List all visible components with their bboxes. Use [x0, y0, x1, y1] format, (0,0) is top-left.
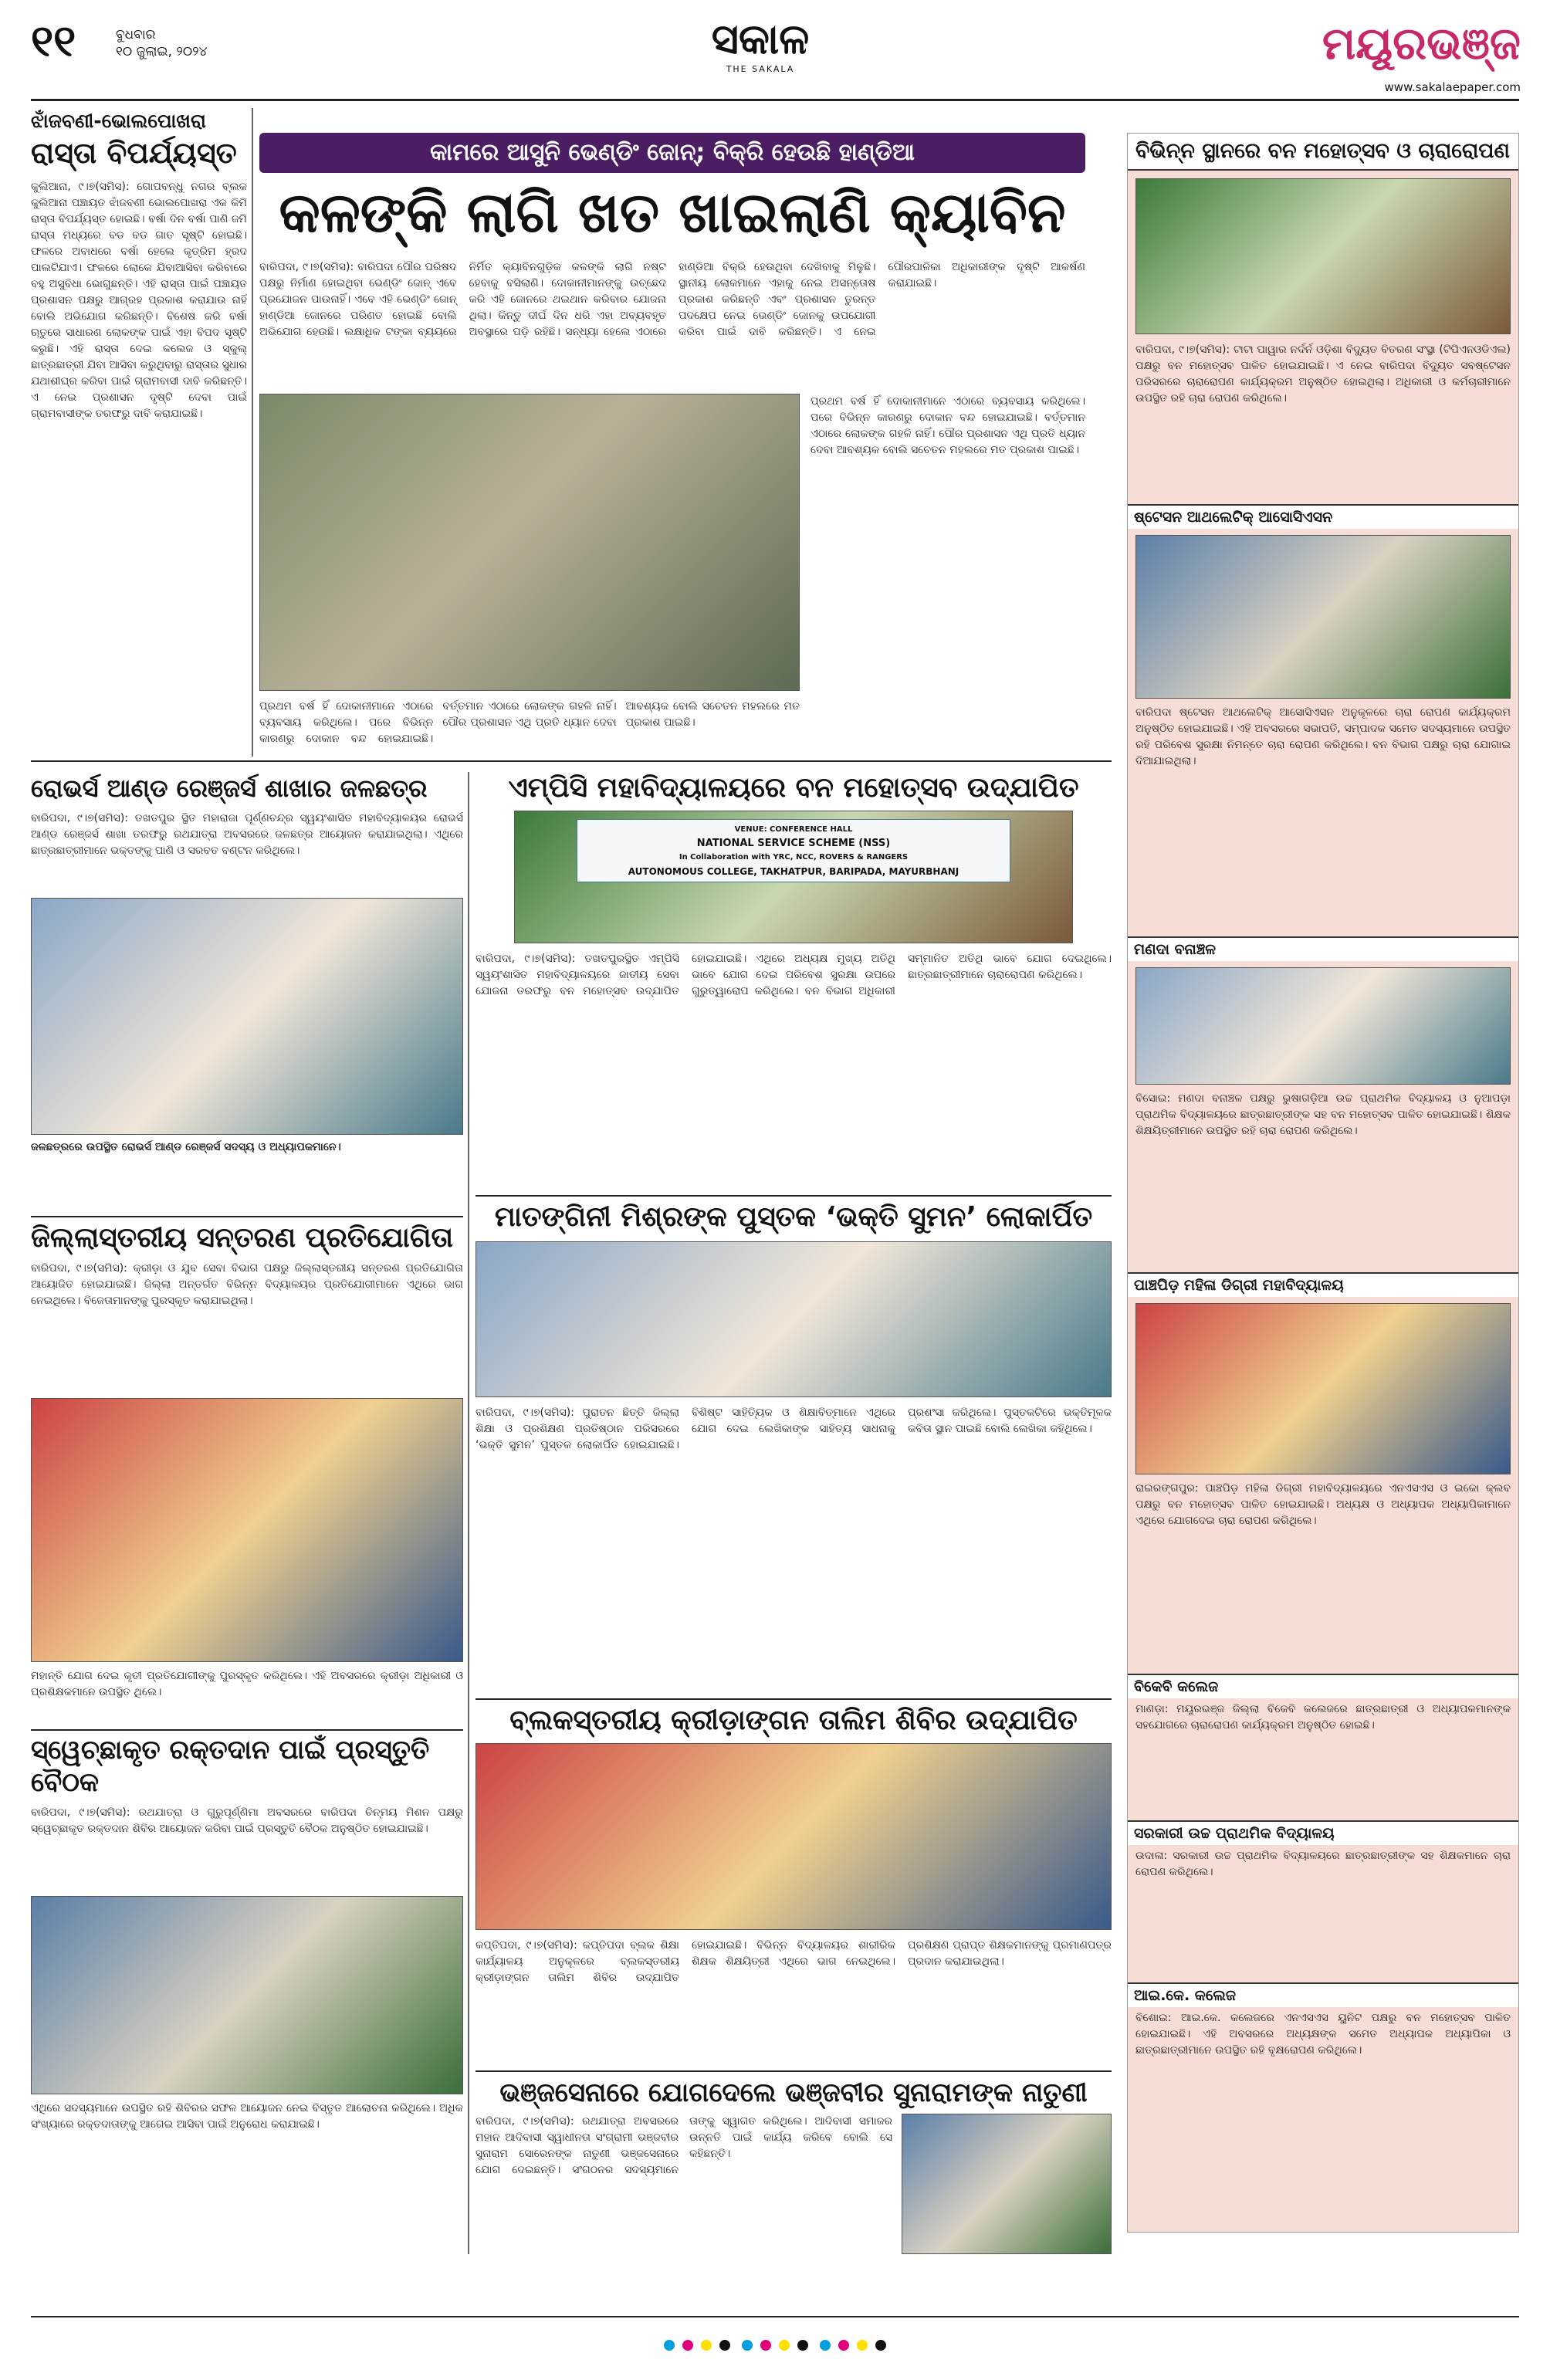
swimming-story — [31, 1222, 463, 1728]
lead-photo — [259, 394, 800, 691]
column-divider — [252, 108, 253, 757]
footer-rule — [31, 2316, 1519, 2317]
lead-kicker: କାମରେ ଆସୁନି ଭେଣ୍ଡିଂ ଜୋନ୍; ବିକ୍ରି ହେଉଛି ହାଣ୍ଡିଆ — [259, 133, 1085, 173]
page-number: ୧୧ — [31, 15, 76, 66]
book-story — [475, 1201, 1112, 1695]
section-rule-left-1 — [31, 1216, 463, 1217]
section-rule-mid-3 — [475, 2070, 1112, 2072]
mpc-headline: ଏମ୍‌ପିସି ମହାବିଦ୍ୟାଳୟରେ ବନ ମହୋତ୍ସବ ଉଦ୍‌ଯାପିତ — [508, 772, 1079, 804]
mpc-photo — [514, 811, 1073, 943]
book-body: ବାରିପଦା, ୯।୭(ସମିସ): ପୁରାତନ ଛିତ୍ତି ଜିଲ୍ଲା ଶିକ୍ଷା ଓ ପ୍ରଶିକ୍ଷଣ ପ୍ରତିଷ୍ଠାନ ପରିସରରେ ‘ଭକ୍ତି ସୁମନ’ ପୁସ୍ତକ ଲୋକାର୍ପିତ ହୋଇଯାଇଛି। ବିଶିଷ୍ଟ ସାହିତ୍ୟିକ ଓ ଶିକ୍ଷାବିତ୍‌ମାନେ ଏଥିରେ ଯୋଗ ଦେଇ ଲେଖିକାଙ୍କ ସାହିତ୍ୟ ସାଧନାକୁ ପ୍ରଶଂସା କରିଥିଲେ। ପୁସ୍ତକଟିରେ ଭକ୍ତିମୂଳକ କବିତା ସ୍ଥାନ ପାଇଛି ବୋଲି ଲେଖିକା କହିଥିଲେ। — [475, 1407, 1112, 1451]
right-body-6: ଉଦାଳା: ସରକାରୀ ଉଚ୍ଚ ପ୍ରାଥମିକ ବିଦ୍ୟାଳୟରେ ଛାତ୍ରଛାତ୍ରୀଙ୍କ ସହ ଶିକ୍ଷକମାନେ ଚାରା ରୋପଣ କରିଥିଲେ। — [1135, 1850, 1511, 1878]
right-subhead-1: ଷ୍ଟେସନ ଆଥଲେଟିକ୍ ଆସୋସିଏସନ — [1128, 504, 1518, 529]
camp-body: କପ୍ତିପଦା, ୯।୭(ସମିସ): କପ୍ତିପଦା ବ୍ଲକ ଶିକ୍ଷା କାର୍ଯ୍ୟାଳୟ ଅନୁକୂଳରେ ବ୍ଲକସ୍ତରୀୟ କ୍ରୀଡ଼ାଙ୍ଗନ ତାଲିମ ଶିବିର ଉଦ୍‌ଯାପିତ ହୋଇଯାଇଛି। ବିଭିନ୍ନ ବିଦ୍ୟାଳୟର ଶାରୀରିକ ଶିକ୍ଷକ ଶିକ୍ଷୟିତ୍ରୀ ଏଥିରେ ଭାଗ ନେଇଥିଲେ। ପ୍ରଶିକ୍ଷଣ ପ୍ରାପ୍ତ ଶିକ୍ଷକମାନଙ୍କୁ ପ୍ରମାଣପତ୍ର ପ୍ରଦାନ କରାଯାଇଥିଲା। — [475, 1939, 1112, 1984]
lead-photo-caption: ପ୍ରଥମ ବର୍ଷ ହିଁ ଦୋକାନୀମାନେ ଏଠାରେ ବ୍ୟବସାୟ କରିଥିଲେ। ପରେ ବିଭିନ୍ନ କାରଣରୁ ଦୋକାନ ବନ୍ଦ ହୋଇଯାଇଛି। ବର୍ତ୍ତମାନ ଏଠାରେ ଲୋକଙ୍କ ଗହଳି ନାହିଁ। ପୌର ପ୍ରଶାସନ ଏଥି ପ୍ରତି ଧ୍ୟାନ ଦେବା ଆବଶ୍ୟକ ବୋଲି ସଚେତନ ମହଲରେ ମତ ପ୍ରକାଶ ପାଇଛି। — [259, 700, 800, 745]
right-body-7: ବିଶୋଇ: ଆଇ.କେ. କଲେଜରେ ଏନଏସଏସ ୟୁନିଟ ପକ୍ଷରୁ ବନ ମହୋତ୍ସବ ପାଳିତ ହୋଇଯାଇଛି। ଏହି ଅବସରରେ ଅଧ୍ୟକ୍ଷଙ୍କ ସମେତ ଅଧ୍ୟାପକ ଅଧ୍ୟାପିକା ଓ ଛାତ୍ରଛାତ୍ରୀମାନେ ଉପସ୍ଥିତ ରହି ବୃକ୍ଷରୋପଣ କରିଥିଲେ। — [1135, 2012, 1511, 2057]
paper-sub: THE SAKALA — [726, 64, 795, 74]
left-top-story — [31, 108, 247, 757]
masthead-date-text: ୧୦ ଜୁଲାଇ, ୨୦୨୪ — [116, 44, 208, 59]
paper-logo — [664, 14, 857, 76]
print-color-bar — [31, 2339, 1519, 2358]
mpc-banner-nss: NATIONAL SERVICE SCHEME (NSS) — [696, 838, 891, 849]
bhanja-photo — [902, 2114, 1112, 2254]
right-body-3: ବିସୋଇ: ମଣଦା ବନାଞ୍ଚଳ ପକ୍ଷରୁ ଭୁଷାଗଡ଼ିଆ ଉଚ୍ଚ ପ୍ରାଥମିକ ବିଦ୍ୟାଳୟ ଓ ନୁଆପଡ଼ା ପ୍ରାଥମିକ ବିଦ୍ୟାଳୟରେ ଛାତ୍ରଛାତ୍ରୀଙ୍କ ସହ ବନ ମହୋତ୍ସବ ପାଳିତ ହୋଇଯାଇଛି। ଶିକ୍ଷକ ଶିକ୍ଷୟିତ୍ରୀମାନେ ଉପସ୍ଥିତ ରହି ଚାରା ରୋପଣ କରିଥିଲେ। — [1135, 1092, 1511, 1137]
right-subhead-4: ବିକେବି କଲେଜ — [1128, 1674, 1518, 1698]
masthead-day: ବୁଧବାର — [116, 27, 156, 42]
district-name: ମୟୂରଭଞ୍ଜ — [1322, 17, 1521, 69]
left-top-headline-2: ରାସ୍ତା ବିପର୍ଯ୍ୟସ୍ତ — [31, 136, 237, 170]
mpc-banner-college: AUTONOMOUS COLLEGE, TAKHATPUR, BARIPADA, MAYURBHANJ — [628, 866, 959, 877]
right-subhead-3: ପାଞ୍ଚପିଡ଼ ମହିଳା ଡିଗ୍ରୀ ମହାବିଦ୍ୟାଳୟ — [1128, 1272, 1518, 1297]
camp-headline: ବ୍ଲକସ୍ତରୀୟ କ୍ରୀଡ଼ାଙ୍ଗନ ତାଲିମ ଶିବିର ଉଦ୍‌ଯାପିତ — [509, 1705, 1078, 1736]
right-body-4: ରାଇରଙ୍ଗପୁର: ପାଞ୍ଚପିଡ଼ ମହିଳା ଡିଗ୍ରୀ ମହାବିଦ୍ୟାଳୟରେ ଏନଏସଏସ ଓ ଇକୋ କ୍ଲବ ପକ୍ଷରୁ ବନ ମହୋତ୍ସବ ପାଳିତ ହୋଇଯାଇଛି। ଅଧ୍ୟକ୍ଷ ଓ ଅଧ୍ୟାପକ ଅଧ୍ୟାପିକାମାନେ ଏଥିରେ ଯୋଗଦେଇ ଚାରା ରୋପଣ କରିଥିଲେ। — [1135, 1482, 1511, 1527]
column-divider-2 — [468, 772, 469, 2254]
swimming-photo — [31, 1398, 463, 1662]
right-body-2: ବାରିପଦା ଷ୍ଟେସନ ଆଥଲେଟିକ୍ ଆସୋସିଏସନ ଅନୁକୂଳରେ ଚାରା ରୋପଣ କାର୍ଯ୍ୟକ୍ରମ ଅନୁଷ୍ଠିତ ହୋଇଯାଇଛି। ଏହି ଅବସରରେ ସଭାପତି, ସମ୍ପାଦକ ସମେତ ସଦସ୍ୟମାନେ ଉପସ୍ଥିତ ରହି ପରିବେଶ ସୁରକ୍ଷା ନିମନ୍ତେ ଚାରା ରୋପଣ କରିଥିଲେ। ବନ ବିଭାଗ ପକ୍ଷରୁ ଚାରା ଯୋଗାଇ ଦିଆଯାଇଥିଲା। — [1135, 706, 1511, 767]
masthead-rule — [31, 99, 1519, 101]
left-top-headline-1: ଝାଁଜବଣୀ-ଭୋଲପୋଖରା — [31, 110, 206, 132]
mpc-body: ବାରିପଦା, ୯।୭(ସମିସ): ତଖତପୁରସ୍ଥିତ ଏମ୍‌ପିସି ସ୍ୱୟଂଶାସିତ ମହାବିଦ୍ୟାଳୟରେ ଜାତୀୟ ସେବା ଯୋଜନା ତରଫରୁ ବନ ମହୋତ୍ସବ ଉଦ୍‌ଯାପିତ ହୋଇଯାଇଛି। ଏଥିରେ ଅଧ୍ୟକ୍ଷ ମୁଖ୍ୟ ଅତିଥି ଭାବେ ଯୋଗ ଦେଇ ପରିବେଶ ସୁରକ୍ଷା ଉପରେ ଗୁରୁତ୍ୱାରୋପ କରିଥିଲେ। ବନ ବିଭାଗ ଅଧିକାରୀ ସମ୍ମାନିତ ଅତିଥି ଭାବେ ଯୋଗ ଦେଇଥିଲେ। ଛାତ୍ରଛାତ୍ରୀମାନେ ଚାରାରୋପଣ କରିଥିଲେ। — [475, 953, 1112, 997]
lead-body: ବାରିପଦା, ୯।୭(ସମିସ): ବାରିପଦା ପୌର ପରିଷଦ ପକ୍ଷରୁ ନିର୍ମାଣ ହୋଇଥିବା ଭେଣ୍ଡିଂ ଜୋନ୍ ଏବେ ପ୍ରଯୋଜନ ପାଉନାହିଁ। ଏବେ ଏହି ଭେଣ୍ଡିଂ ଜୋନ୍ ହାଣ୍ଡିଆ ଜୋନରେ ପରିଣତ ହୋଇଛି ବୋଲି ଅଭିଯୋଗ ହେଉଛି। ଲକ୍ଷାଧିକ ଟଙ୍କା ବ୍ୟୟରେ ନିର୍ମିତ କ୍ୟାବିନଗୁଡ଼ିକ କଳଙ୍କି ଲାଗି ନଷ୍ଟ ହେବାକୁ ବସିଲାଣି। ଦୋକାନୀମାନଙ୍କୁ ଉଚ୍ଛେଦ କରି ଏହି ଜୋନରେ ଥଇଥାନ କରିବାର ଯୋଜନା ଥିଲା। କିନ୍ତୁ ଦୀର୍ଘ ଦିନ ଧରି ଏହା ଅବ୍ୟବହୃତ ଅବସ୍ଥାରେ ପଡ଼ି ରହିଛି। ସନ୍ଧ୍ୟା ହେଲେ ଏଠାରେ ହାଣ୍ଡିଆ ବିକ୍ରି ହେଉଥିବା ଦେଖିବାକୁ ମିଳୁଛି। ସ୍ଥାନୀୟ ଲୋକମାନେ ଏହାକୁ ନେଇ ଅସନ୍ତୋଷ ପ୍ରକାଶ କରିଛନ୍ତି ଏବଂ ପ୍ରଶାସନ ତୁରନ୍ତ ପଦକ୍ଷେପ ନେଇ ଭେଣ୍ଡିଂ ଜୋନକୁ ଉପଯୋଗୀ କରିବା ପାଇଁ ଦାବି କରିଛନ୍ତି। ଏ ନେଇ ପୌରପାଳିକା ଅଧିକାରୀଙ୍କ ଦୃଷ୍ଟି ଆକର୍ଷଣ କରାଯାଇଛି। — [259, 261, 1085, 338]
swimming-headline: ଜିଲ୍ଲାସ୍ତରୀୟ ସନ୍ତରଣ ପ୍ରତିଯୋଗିତା — [31, 1222, 454, 1254]
mpc-banner-venue: VENUE: CONFERENCE HALL — [734, 825, 853, 834]
camp-story — [475, 1705, 1112, 2067]
section-rule-mid-1 — [475, 1195, 1112, 1197]
rovers-photo — [31, 898, 463, 1135]
right-photo-4 — [1135, 1303, 1511, 1474]
swimming-body: ବାରିପଦା, ୯।୭(ସମିସ): କ୍ରୀଡ଼ା ଓ ଯୁବ ସେବା ବିଭାଗ ପକ୍ଷରୁ ଜିଲ୍ଲାସ୍ତରୀୟ ସନ୍ତରଣ ପ୍ରତିଯୋଗିତା ଆୟୋଜିତ ହୋଇଯାଇଛି। ଜିଲ୍ଲା ଅନ୍ତର୍ଗତ ବିଭିନ୍ନ ବିଦ୍ୟାଳୟର ପ୍ରତିଯୋଗୀମାନେ ଏଥିରେ ଭାଗ ନେଇଥିଲେ। ବିଜେତାମାନଙ୍କୁ ପୁରସ୍କୃତ କରାଯାଇଥିଲା। — [31, 1262, 463, 1307]
right-subhead-5: ସରକାରୀ ଉଚ୍ଚ ପ୍ରାଥମିକ ବିଦ୍ୟାଳୟ — [1128, 1820, 1518, 1845]
right-photo-3 — [1135, 967, 1511, 1085]
right-column — [1127, 133, 1519, 2233]
section-rule-mid-2 — [475, 1698, 1112, 1700]
rovers-headline: ରୋଭର୍ସ ଆଣ୍ଡ ରେଞ୍ଜର୍ସ ଶାଖାର ଜଳଛତ୍ର — [31, 774, 428, 803]
left-top-body: କୁଲିଆନା, ୯।୭(ସମିସ): ଗୋପବନ୍ଧୁ ନଗର ବ୍ଲକ କୁଲିଆନା ପଞ୍ଚାୟତ ଝାଁଜବଣୀ ଭୋଲପୋଖରା ଏକ କିମି ରାସ୍ତା ବିପର୍ଯ୍ୟସ୍ତ ହୋଇଛି। ବର୍ଷା ଦିନ ବର୍ଷା ପାଣି ଜମି ରାସ୍ତା ମଧ୍ୟରେ ବଡ ବଡ ଗାତ ସୃଷ୍ଟି ହୋଇଛି। ଫଳରେ ଅବାଧରେ ବର୍ଷା ହେଲେ କୃତ୍ରିମ ହ୍ରଦ ପାଲଟିଯାଏ। ଫଳରେ ଲୋକେ ଯିବାଆସିବା କରିବାରେ ବହୁ ଅସୁବିଧା ଭୋଗୁଛନ୍ତି। ଏହି ରାସ୍ତା ପାଇଁ ପଞ୍ଚାୟତ ପ୍ରଶାସନ ପକ୍ଷରୁ ଆଗ୍ରହ ପ୍ରକାଶ କରାଯାଉ ନାହିଁ ବୋଲି ଅଭିଯୋଗ କରିଛନ୍ତି। ବିଶେଷ କରି ବର୍ଷା ଋତୁରେ ସାଧାରଣ ଲୋକଙ୍କ ପାଇଁ ଏହା ବିପଦ ସୃଷ୍ଟି କରୁଛି। ଏହି ରାସ୍ତା ଦେଇ କଲେଜ ଓ ସ୍କୁଲ୍ ଛାତ୍ରଛାତ୍ରୀ ଯିବା ଆସିବା କରୁଥିବାରୁ ରାସ୍ତାର ସୁଧାର ଯଥାଶୀଘ୍ର କରିବା ପାଇଁ ଗ୍ରାମବାସୀ ଦାବି କରିଛନ୍ତି। ଏ ନେଇ ପ୍ରଶାସନ ଦୃଷ୍ଟି ଦେବା ପାଇଁ ଗ୍ରାମବାସୀଙ୍କ ତରଫରୁ ଦାବି କରାଯାଇଛି। — [31, 181, 247, 420]
blood-photo — [31, 1896, 463, 2094]
blood-body: ବାରିପଦା, ୯।୭(ସମିସ): ରଥଯାତ୍ରା ଓ ଗୁରୁପୂର୍ଣ୍ଣିମା ଅବସରରେ ବାରିପଦା ଚିନ୍ମୟ ମିଶନ ପକ୍ଷରୁ ସ୍ୱେଚ୍ଛାକୃତ ରକ୍ତଦାନ ଶିବିର ଆୟୋଜନ କରିବା ପାଇଁ ପ୍ରସ୍ତୁତି ବୈଠକ ଅନୁଷ୍ଠିତ ହୋଇଯାଇଛି। — [31, 1806, 463, 1835]
bhanja-story — [475, 2077, 1112, 2259]
right-subhead-2: ମଣଦା ବନାଞ୍ଚଳ — [1128, 936, 1518, 961]
rovers-caption: ଜଳଛତ୍ରରେ ଉପସ୍ଥିତ ରୋଭର୍ସ ଆଣ୍ଡ ରେଞ୍ଜର୍ସ ସଦସ୍ୟ ଓ ଅଧ୍ୟାପକମାନେ। — [31, 1141, 341, 1153]
rovers-story — [31, 772, 463, 1216]
book-photo — [475, 1241, 1112, 1397]
right-photo-1 — [1135, 178, 1511, 334]
blood-story — [31, 1734, 463, 2259]
mpc-banner-collab: In Collaboration with YRC, NCC, ROVERS & RANGERS — [679, 853, 909, 862]
right-body-5: ମାଣଡ଼ା: ମୟୂରଭଞ୍ଜ ଜିଲ୍ଲା ବିକେବି କଲେଜରେ ଛାତ୍ରଛାତ୍ରୀ ଓ ଅଧ୍ୟାପକମାନଙ୍କ ସହଯୋଗରେ ଚାରାରୋପଣ କାର୍ଯ୍ୟକ୍ରମ ଅନୁଷ୍ଠିତ ହୋଇଛି। — [1135, 1703, 1511, 1732]
rovers-body: ବାରିପଦା, ୯।୭(ସମିସ): ତଖତପୁର ସ୍ଥିତ ମହାରାଜା ପୂର୍ଣ୍ଣଚନ୍ଦ୍ର ସ୍ୱୟଂଶାସିତ ମହାବିଦ୍ୟାଳୟର ରୋଭର୍ସ ଆଣ୍ଡ ରେଞ୍ଜର୍ସ ଶାଖା ତରଫରୁ ରଥଯାତ୍ରା ଅବସରରେ ଜଳଛତ୍ର ଆୟୋଜନ କରାଯାଇଥିଲା। ଏଥିରେ ଛାତ୍ରଛାତ୍ରୀମାନେ ଭକ୍ତଙ୍କୁ ପାଣି ଓ ସରବତ ବଣ୍ଟନ କରିଥିଲେ। — [31, 812, 463, 857]
right-top-headline: ବିଭିନ୍ନ ସ୍ଥାନରେ ବନ ମହୋତ୍ସବ ଓ ଚାରାରୋପଣ — [1128, 134, 1518, 171]
mpc-story — [475, 772, 1112, 1193]
bhanja-headline: ଭଞ୍ଜସେନାରେ ଯୋଗଦେଲେ ଭଞ୍ଜବୀର ସୁନାରାମଙ୍କ ନାତୁଣୀ — [499, 2077, 1088, 2108]
masthead-date — [116, 26, 270, 63]
blood-body-2: ଏଥିରେ ସଦସ୍ୟମାନେ ଉପସ୍ଥିତ ରହି ଶିବିରର ସଫଳ ଆୟୋଜନ ନେଇ ବିସ୍ତୃତ ଆଲୋଚନା କରିଥିଲେ। ଅଧିକ ସଂଖ୍ୟାରେ ରକ୍ତଦାତାଙ୍କୁ ଆଗେଇ ଆସିବା ପାଇଁ ଅନୁରୋଧ କରାଯାଇଛି। — [31, 2102, 463, 2131]
website: www.sakalaepaper.com — [1384, 80, 1521, 94]
section-rule-left-2 — [31, 1729, 463, 1731]
blood-headline: ସ୍ୱେଚ୍ଛାକୃତ ରକ୍ତଦାନ ପାଇଁ ପ୍ରସ୍ତୁତି ବୈଠକ — [31, 1735, 430, 1798]
camp-photo — [475, 1743, 1112, 1930]
mpc-banner — [577, 819, 1010, 882]
book-headline: ମାତଙ୍ଗିନୀ ମିଶ୍ରଙ୍କ ପୁସ୍ତକ ‘ଭକ୍ତି ସୁମନ’ ଲୋକାର୍ପିତ — [494, 1201, 1093, 1233]
right-subhead-6: ଆଇ.କେ. କଲେଜ — [1128, 1982, 1518, 2007]
right-body-1: ବାରିପଦା, ୯।୭(ସମିସ): ଟାଟା ପାୱାର ନର୍ଦର୍ନ ଓଡ଼ିଶା ବିଦ୍ୟୁତ ବିତରଣ ସଂସ୍ଥା (ଟିପିଏନଓଡିଏଲ) ପକ୍ଷରୁ ବନ ମହୋତ୍ସବ ପାଳିତ ହୋଇଯାଇଛି। ଏ ନେଇ ବାରିପଦା ବିଦ୍ୟୁତ ସବଷ୍ଟେସନ ପରିସରରେ ଚାରାରୋପଣ କାର୍ଯ୍ୟକ୍ରମ ଅନୁଷ୍ଠିତ ହୋଇଥିଲା। ଅଧିକାରୀ ଓ କର୍ମଚାରୀମାନେ ଉପସ୍ଥିତ ରହି ଚାରା ରୋପଣ କରିଥିଲେ। — [1135, 344, 1511, 405]
paper-name: ସକାଳ — [711, 14, 810, 63]
swimming-body-2: ମହାନ୍ତି ଯୋଗ ଦେଇ କୃତୀ ପ୍ରତିଯୋଗୀଙ୍କୁ ପୁରସ୍କୃତ କରିଥିଲେ। ଏହି ଅବସରରେ କ୍ରୀଡ଼ା ଅଧିକାରୀ ଓ ପ୍ରଶିକ୍ଷକମାନେ ଉପସ୍ଥିତ ଥିଲେ। — [31, 1670, 463, 1698]
section-rule — [31, 760, 1112, 762]
bhanja-body: ବାରିପଦା, ୯।୭(ସମିସ): ରଥଯାତ୍ରା ଅବସରରେ ମହାନ ଆଦିବାସୀ ସ୍ୱାଧୀନତା ସଂଗ୍ରାମୀ ଭଞ୍ଜବୀର ସୁନାରାମ ସୋରେନଙ୍କ ନାତୁଣୀ ଭଞ୍ଜସେନାରେ ଯୋଗ ଦେଇଛନ୍ତି। ସଂଗଠନର ସଦସ୍ୟମାନେ ତାଙ୍କୁ ସ୍ୱାଗତ କରିଥିଲେ। ଆଦିବାସୀ ସମାଜର ଉନ୍ନତି ପାଇଁ କାର୍ଯ୍ୟ କରିବେ ବୋଲି ସେ କହିଛନ୍ତି। — [475, 2115, 892, 2176]
right-photo-2 — [1135, 535, 1511, 699]
lead-body-2: ପ୍ରଥମ ବର୍ଷ ହିଁ ଦୋକାନୀମାନେ ଏଠାରେ ବ୍ୟବସାୟ କରିଥିଲେ। ପରେ ବିଭିନ୍ନ କାରଣରୁ ଦୋକାନ ବନ୍ଦ ହୋଇଯାଇଛି। ବର୍ତ୍ତମାନ ଏଠାରେ ଲୋକଙ୍କ ଗହଳି ନାହିଁ। ପୌର ପ୍ରଶାସନ ଏଥି ପ୍ରତି ଧ୍ୟାନ ଦେବା ଆବଶ୍ୟକ ବୋଲି ସଚେତନ ମହଲରେ ମତ ପ୍ରକାଶ ପାଇଛି। — [811, 395, 1085, 456]
lead-headline: କଳଙ୍କି ଲାଗି ଖତ ଖାଇଲାଣି କ୍ୟାବିନ — [279, 180, 1066, 245]
